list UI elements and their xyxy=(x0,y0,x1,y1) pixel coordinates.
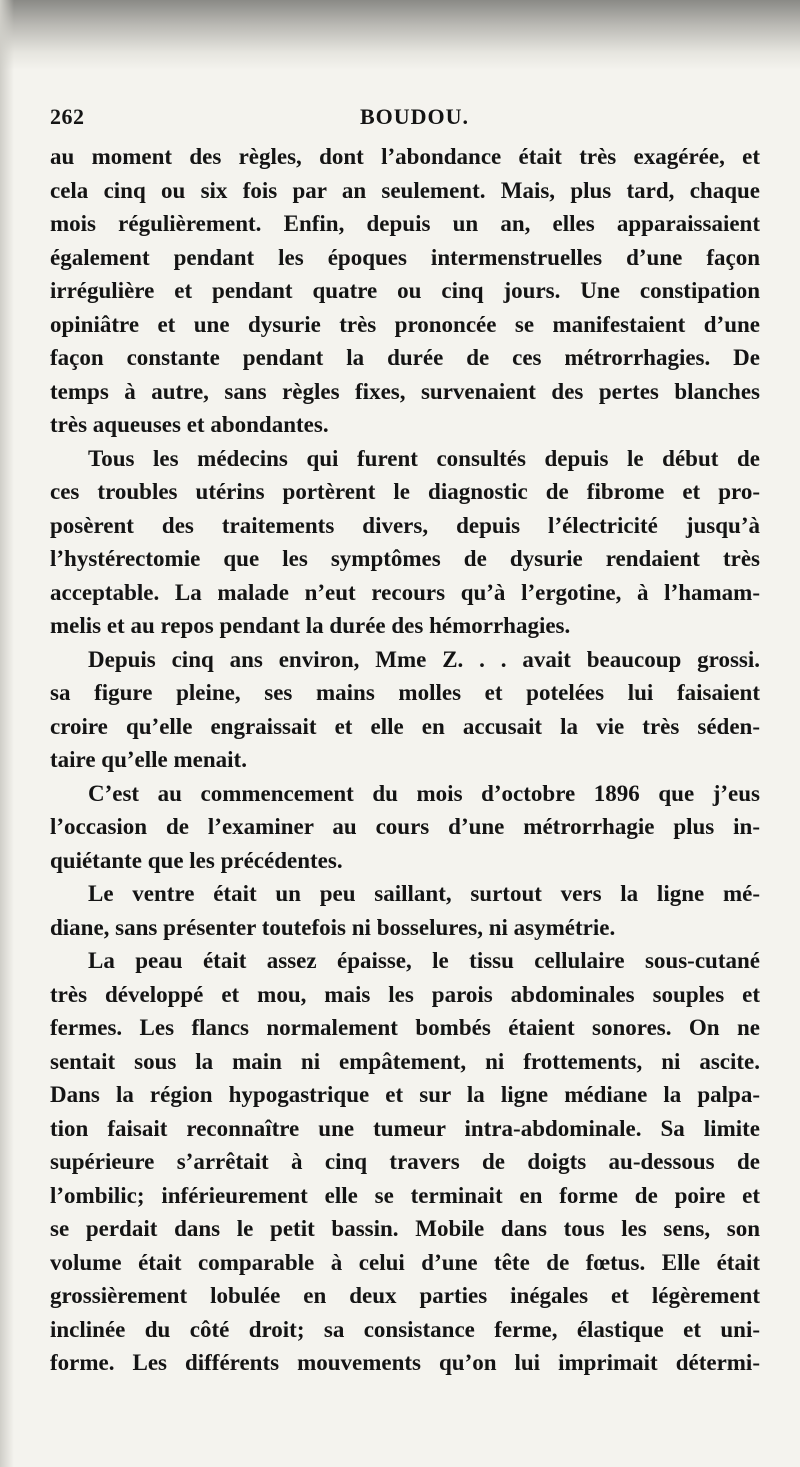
text-line: mois régulièrement. Enfin, depuis un an, elles apparaissaient xyxy=(50,211,760,236)
text-line: façon constante pendant la durée de ces métrorrhagies. De xyxy=(50,345,760,370)
text-line: supérieure s’arrêtait à cinq travers de doigts au-dessous de xyxy=(50,1149,760,1174)
text-line: sentait sous la main ni empâtement, ni frottements, ni ascite. xyxy=(50,1048,760,1074)
text-line: au moment des règles, dont l’abondance était très exagérée, et xyxy=(50,144,760,169)
text-line: irrégulière et pendant quatre ou cinq jours. Une constipation xyxy=(50,278,760,303)
text-line: l’hystérectomie que les symptômes de dysurie rendaient très xyxy=(50,546,760,571)
text-line: opiniâtre et une dysurie très prononcée se manifestaient d’une xyxy=(50,311,760,337)
page-header xyxy=(50,104,760,144)
page-number: 262 xyxy=(50,104,85,129)
text-line: sa figure pleine, ses mains molles et potelées lui faisaient xyxy=(50,680,760,705)
text-line: l’ombilic; inférieurement elle se terminait en forme de poire et xyxy=(50,1182,760,1208)
text-line: melis et au repos pendant la durée des hémorrhagies. xyxy=(50,613,571,638)
text-line: croire qu’elle engraissait et elle en accusait la vie très séden- xyxy=(50,713,760,739)
text-line: très aqueuses et abondantes. xyxy=(50,412,329,437)
text-line: grossièrement lobulée en deux parties inégales et légèrement xyxy=(50,1283,760,1308)
text-line: l’occasion de l’examiner au cours d’une métrorrhagie plus in- xyxy=(50,814,760,839)
text-line: Le ventre était un peu saillant, surtout vers la ligne mé- xyxy=(88,881,760,906)
text-line: forme. Les différents mouvements qu’on lui imprimait détermi- xyxy=(50,1350,760,1375)
text-line: taire qu’elle menait. xyxy=(50,747,247,772)
text-line: également pendant les époques intermenstruelles d’une façon xyxy=(50,244,760,270)
text-line: cela cinq ou six fois par an seulement. Mais, plus tard, chaque xyxy=(50,177,760,203)
text-line: posèrent des traitements divers, depuis l’électricité jusqu’à xyxy=(50,512,760,538)
body-text xyxy=(50,140,760,1380)
scan-shadow-top xyxy=(0,0,800,70)
text-line: tion faisait reconnaître une tumeur intra-abdominale. Sa limite xyxy=(50,1115,760,1141)
text-line: La peau était assez épaisse, le tissu cellulaire sous-cutané xyxy=(88,948,760,973)
text-line: très développé et mou, mais les parois abdominales souples et xyxy=(50,981,760,1007)
text-line: acceptable. La malade n’eut recours qu’à l’ergotine, à l’hamam- xyxy=(50,579,760,605)
text-line: inclinée du côté droit; sa consistance ferme, élastique et uni- xyxy=(50,1316,760,1342)
scan-shadow-left xyxy=(0,0,14,1467)
text-line: Dans la région hypogastrique et sur la ligne médiane la palpa- xyxy=(50,1082,760,1107)
text-line: C’est au commencement du mois d’octobre 1896 que j’eus xyxy=(88,780,760,806)
text-line: fermes. Les flancs normalement bombés étaient sonores. On ne xyxy=(50,1015,760,1040)
text-line: temps à autre, sans règles fixes, survenaient des pertes blanches xyxy=(50,378,760,404)
text-line: se perdait dans le petit bassin. Mobile dans tous les sens, son xyxy=(50,1216,760,1241)
text-line: quiétante que les précédentes. xyxy=(50,847,343,873)
text-line: ces troubles utérins portèrent le diagnostic de fibrome et pro- xyxy=(50,479,760,504)
text-line: Depuis cinq ans environ, Mme Z. . . avait beaucoup grossi. xyxy=(88,646,760,672)
text-line: Tous les médecins qui furent consultés depuis le début de xyxy=(88,445,760,471)
text-line: diane, sans présenter toutefois ni bosselures, ni asymétrie. xyxy=(50,914,616,940)
text-line: volume était comparable à celui d’une tête de fœtus. Elle était xyxy=(50,1249,760,1275)
running-head: BOUDOU. xyxy=(360,104,470,129)
